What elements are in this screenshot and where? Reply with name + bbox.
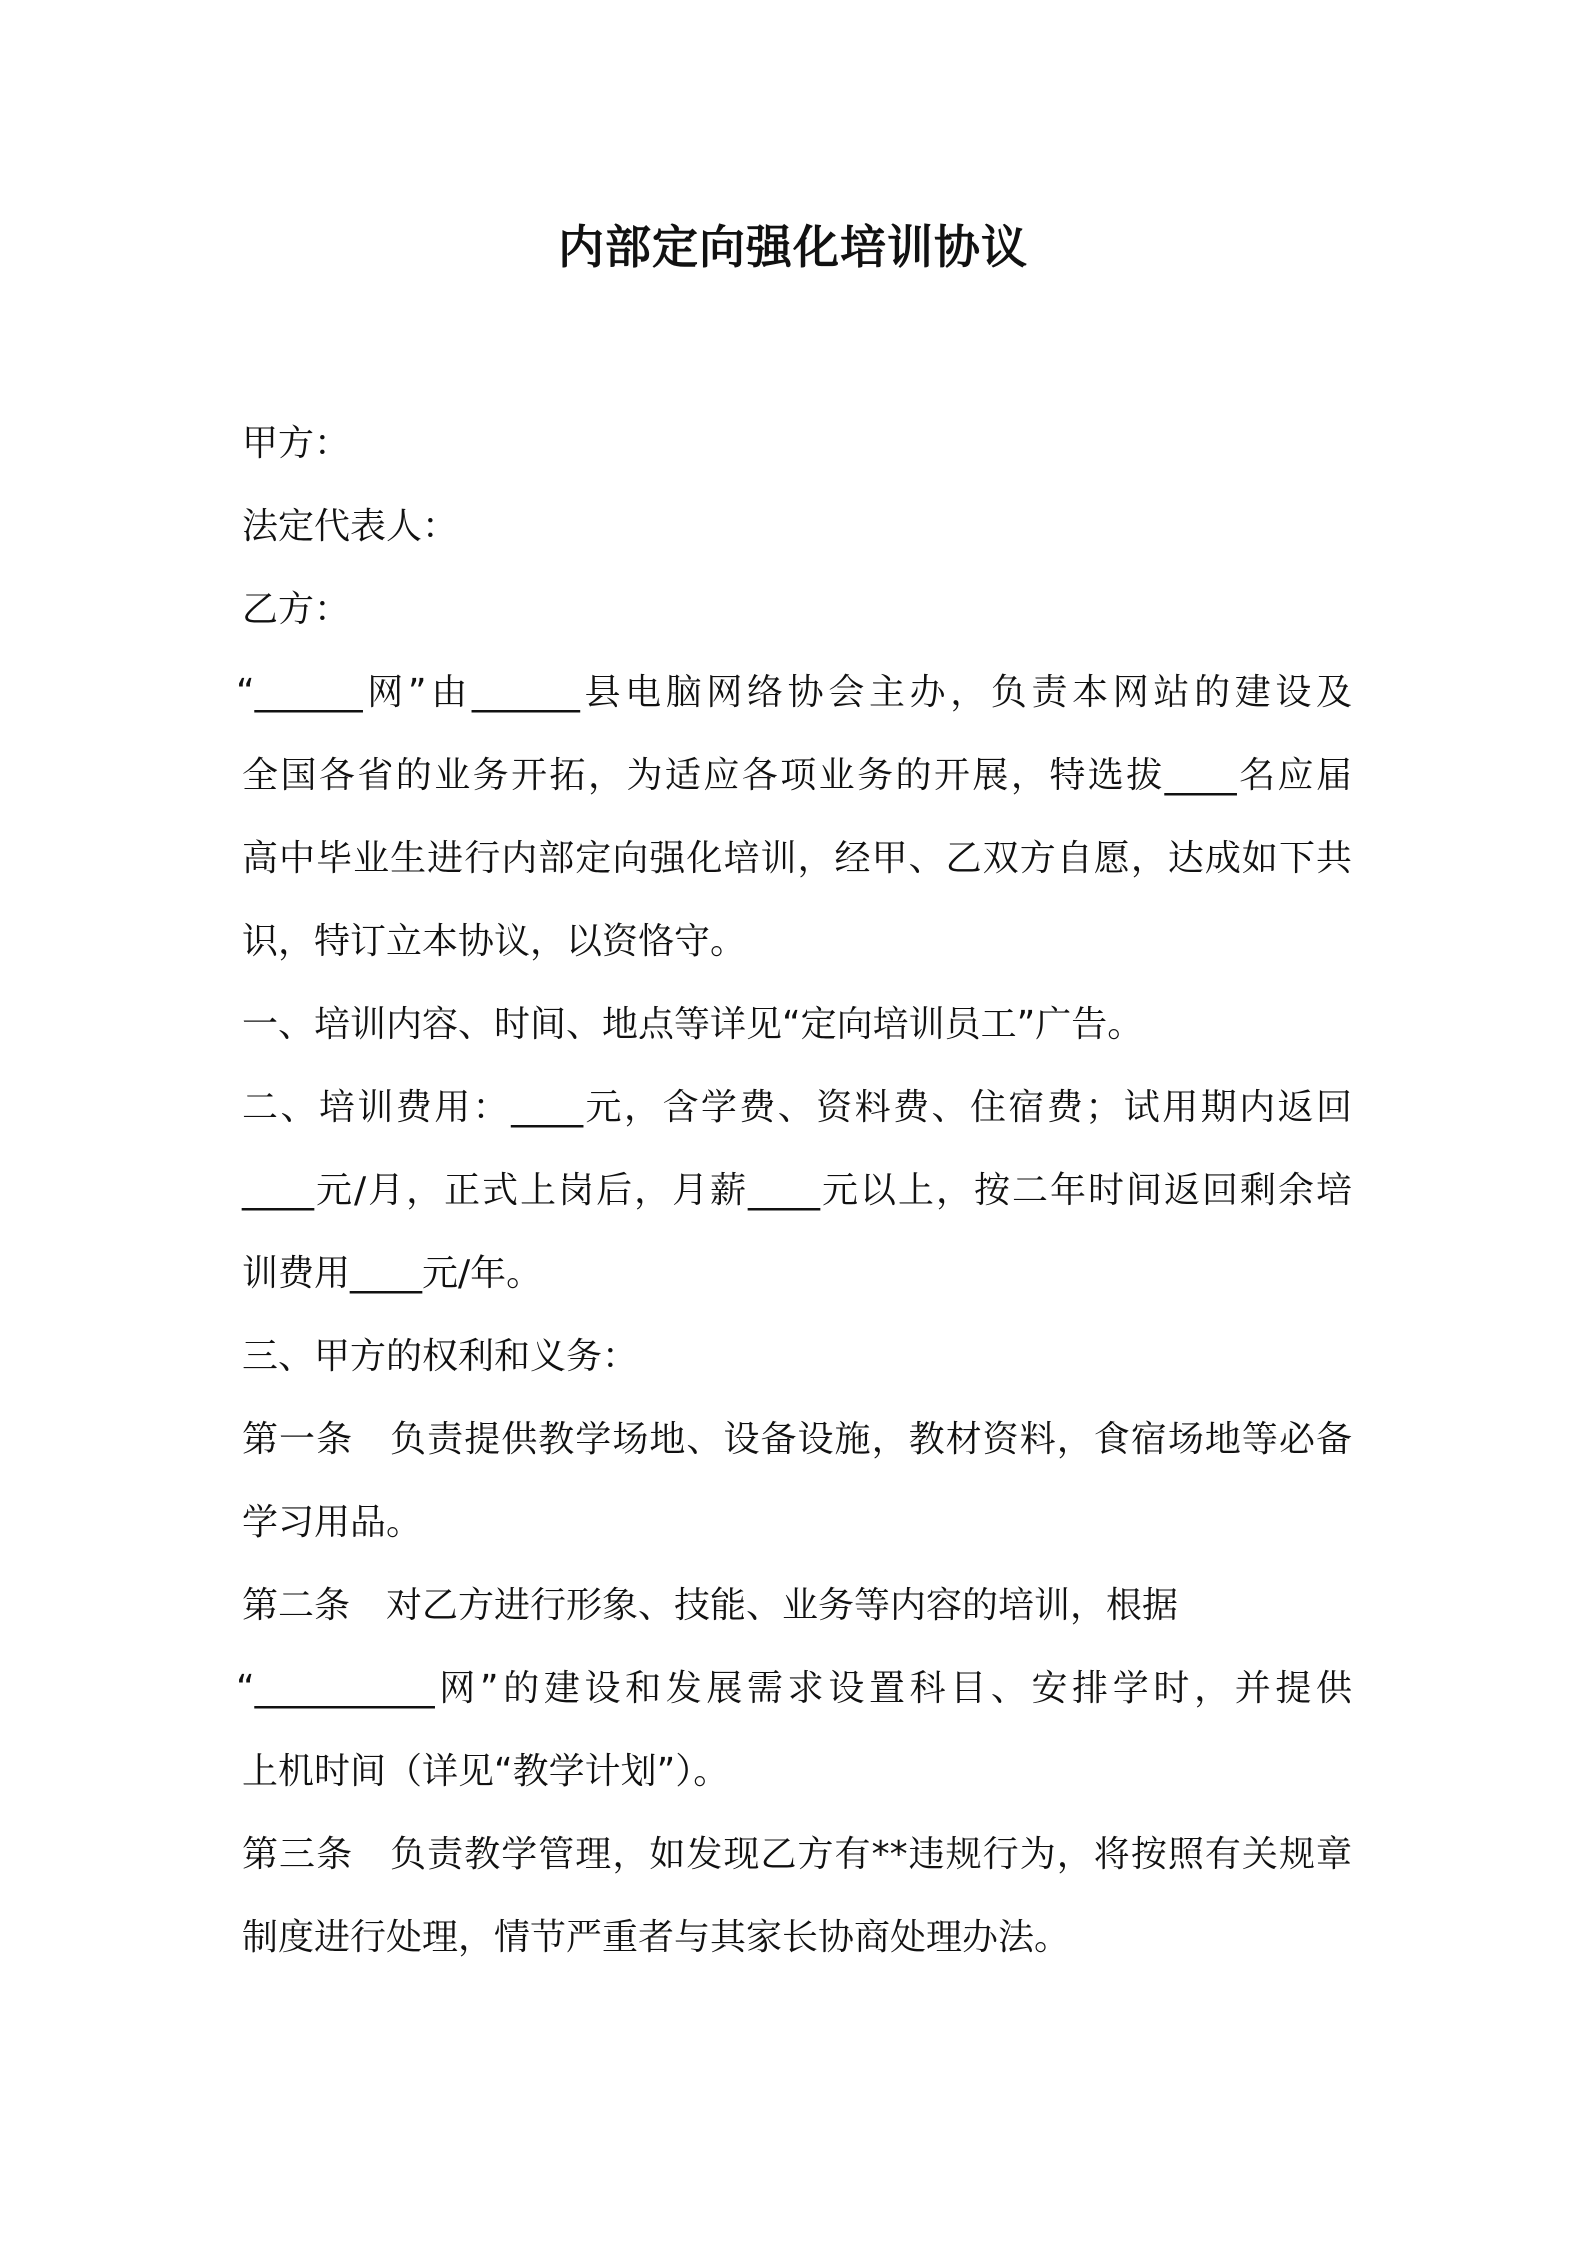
- document-title: 内部定向强化培训协议: [558, 220, 1028, 274]
- preamble-line-3: 高中毕业生进行内部定向强化培训，经甲、乙双方自愿，达成如下共: [242, 838, 1352, 879]
- article-three-line-1: 第三条 负责教学管理，如发现乙方有**违规行为，将按照有关规章: [242, 1834, 1352, 1875]
- document-body: [236, 402, 1352, 1979]
- section-two-line-2: ____元/月，正式上岗后，月薪____元以上，按二年时间返回剩余培: [242, 1170, 1352, 1211]
- article-one-line-1: 第一条 负责提供教学场地、设备设施，教材资料，食宿场地等必备: [242, 1419, 1352, 1460]
- party-b-line: 乙方：: [242, 589, 351, 630]
- article-one-line-2: 学习用品。: [242, 1502, 423, 1543]
- legal-representative-line: 法定代表人：: [242, 506, 459, 547]
- party-a-line: 甲方：: [242, 423, 351, 464]
- preamble-line-1: “______网”由______县电脑网络协会主办，负责本网站的建设及: [236, 672, 1352, 713]
- article-two-line-2: “__________网”的建设和发展需求设置科目、安排学时，并提供: [236, 1668, 1352, 1709]
- preamble-line-2: 全国各省的业务开拓，为适应各项业务的开展，特选拔____名应届: [242, 755, 1352, 796]
- preamble-line-4: 识，特订立本协议，以资恪守。: [242, 921, 747, 962]
- section-three-heading: 三、甲方的权利和义务：: [242, 1336, 639, 1377]
- section-two-line-3: 训费用____元/年。: [242, 1253, 543, 1294]
- article-two-line-3: 上机时间（详见“教学计划”）。: [242, 1751, 730, 1792]
- article-three-line-2: 制度进行处理，情节严重者与其家长协商处理办法。: [242, 1917, 1071, 1958]
- section-one-line: 一、培训内容、时间、地点等详见“定向培训员工”广告。: [242, 1004, 1144, 1045]
- article-two-line-1: 第二条 对乙方进行形象、技能、业务等内容的培训，根据: [242, 1585, 1179, 1626]
- section-two-line-1: 二、培训费用：____元，含学费、资料费、住宿费；试用期内返回: [242, 1087, 1352, 1128]
